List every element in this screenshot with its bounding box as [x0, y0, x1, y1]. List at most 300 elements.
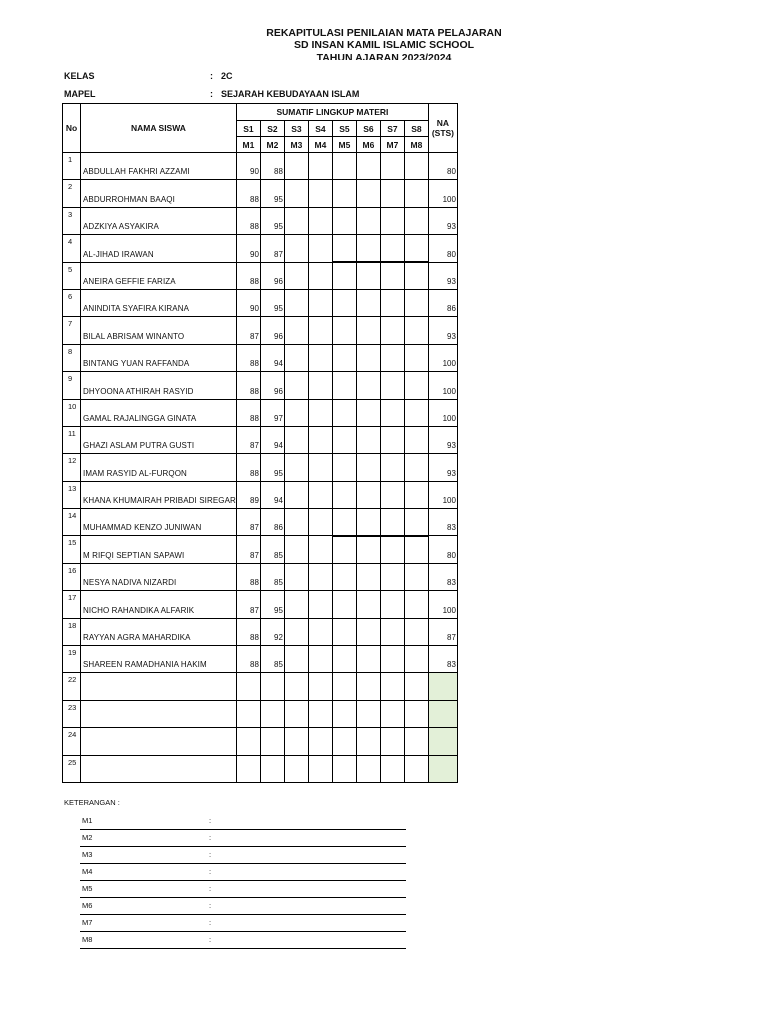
student-name: GHAZI ASLAM PUTRA GUSTI: [81, 426, 237, 453]
row-number-cell: [63, 180, 81, 207]
score-m4: [308, 591, 332, 618]
score-m1: 88: [236, 618, 260, 645]
row-number: 25: [68, 757, 77, 767]
score-m7: [380, 399, 404, 426]
table-row: [63, 646, 458, 673]
score-m5: [332, 700, 356, 727]
score-m8: [404, 399, 428, 426]
header-m1: M1: [236, 137, 260, 153]
student-name: RAYYAN AGRA MAHARDIKA: [81, 618, 237, 645]
student-name: ABDURROHMAN BAAQI: [81, 180, 237, 207]
row-number: 14: [68, 511, 77, 521]
row-number: 3: [68, 209, 73, 219]
score-m6: [356, 207, 380, 234]
score-m4: [308, 618, 332, 645]
row-number: 7: [68, 319, 73, 329]
row-number-cell: [63, 207, 81, 234]
score-m1: 88: [236, 563, 260, 590]
row-number-cell: [63, 372, 81, 399]
student-name: NICHO RAHANDIKA ALFARIK: [81, 591, 237, 618]
score-m7: [380, 728, 404, 755]
table-row: [63, 317, 458, 344]
score-m2: [260, 728, 284, 755]
table-row: [63, 454, 458, 481]
score-m6: [356, 399, 380, 426]
row-number-cell: [63, 344, 81, 371]
final-score: 100: [428, 180, 457, 207]
score-m2: [260, 700, 284, 727]
final-score: [428, 673, 457, 700]
score-m7: [380, 180, 404, 207]
table-row: [63, 426, 458, 453]
row-number: 1: [68, 155, 73, 164]
student-name: SHAREEN RAMADHANIA HAKIM: [81, 646, 237, 673]
score-m4: [308, 344, 332, 371]
score-m7: [380, 673, 404, 700]
score-m6: [356, 646, 380, 673]
score-m3: [284, 673, 308, 700]
final-score: 93: [428, 262, 457, 289]
score-m4: [308, 207, 332, 234]
notes-title: KETERANGAN :: [64, 798, 120, 807]
score-m2: 95: [260, 289, 284, 316]
score-m4: [308, 399, 332, 426]
row-number: 10: [68, 401, 77, 411]
note-label: M5: [82, 884, 93, 893]
score-m3: [284, 646, 308, 673]
score-m2: 92: [260, 618, 284, 645]
score-m5: [332, 180, 356, 207]
score-m4: [308, 180, 332, 207]
score-m7: [380, 372, 404, 399]
row-number-cell: [63, 563, 81, 590]
table-row: [63, 289, 458, 316]
note-label: M3: [82, 850, 93, 859]
score-m8: [404, 207, 428, 234]
score-m4: [308, 317, 332, 344]
student-name: [81, 755, 237, 782]
score-m8: [404, 509, 428, 536]
kelas-value: 2C: [221, 71, 233, 81]
table-row: [63, 372, 458, 399]
student-name: BILAL ABRISAM WINANTO: [81, 317, 237, 344]
row-number: 2: [68, 182, 73, 192]
mapel-label: MAPEL: [64, 89, 96, 99]
row-number: 4: [68, 237, 73, 247]
final-score: 83: [428, 509, 457, 536]
final-score: 93: [428, 454, 457, 481]
kelas-colon: :: [210, 71, 213, 81]
score-m6: [356, 755, 380, 782]
header-s7: S7: [380, 121, 404, 137]
score-m5: [332, 399, 356, 426]
score-m3: [284, 509, 308, 536]
score-m2: 94: [260, 426, 284, 453]
table-row: [63, 481, 458, 508]
score-m4: [308, 153, 332, 180]
row-number: 19: [68, 648, 77, 658]
final-score: 80: [428, 235, 457, 262]
score-m5: [332, 563, 356, 590]
score-m8: [404, 563, 428, 590]
header-m4: M4: [308, 137, 332, 153]
score-m1: 88: [236, 262, 260, 289]
score-m1: [236, 700, 260, 727]
note-colon: :: [209, 901, 212, 910]
score-m1: 88: [236, 344, 260, 371]
row-number-cell: [63, 536, 81, 563]
note-label: M1: [82, 816, 93, 825]
final-score: [428, 700, 457, 727]
score-m2: [260, 755, 284, 782]
header-s4: S4: [308, 121, 332, 137]
score-m3: [284, 618, 308, 645]
header-m5: M5: [332, 137, 356, 153]
note-label: M6: [82, 901, 93, 910]
score-m6: [356, 728, 380, 755]
table-row: [63, 180, 458, 207]
student-name: NESYA NADIVA NIZARDI: [81, 563, 237, 590]
score-m7: [380, 481, 404, 508]
student-name: M RIFQI SEPTIAN SAPAWI: [81, 536, 237, 563]
score-m1: 88: [236, 180, 260, 207]
score-m6: [356, 509, 380, 536]
score-m8: [404, 728, 428, 755]
note-row: [80, 864, 406, 881]
row-number: 22: [68, 675, 77, 685]
student-name: ANEIRA GEFFIE FARIZA: [81, 262, 237, 289]
table-row: [63, 207, 458, 234]
row-number: 5: [68, 264, 73, 274]
score-m7: [380, 454, 404, 481]
score-m1: 87: [236, 536, 260, 563]
score-m2: 95: [260, 591, 284, 618]
score-m8: [404, 700, 428, 727]
final-score: [428, 755, 457, 782]
header-m2: M2: [260, 137, 284, 153]
score-m4: [308, 755, 332, 782]
score-m6: [356, 344, 380, 371]
student-name: [81, 728, 237, 755]
score-m1: 88: [236, 372, 260, 399]
score-m5: [332, 536, 356, 563]
row-number-cell: [63, 728, 81, 755]
student-name: GAMAL RAJALINGGA GINATA: [81, 399, 237, 426]
note-colon: :: [209, 833, 212, 842]
score-m1: 88: [236, 399, 260, 426]
score-m5: [332, 673, 356, 700]
student-name: ANINDITA SYAFIRA KIRANA: [81, 289, 237, 316]
score-m6: [356, 235, 380, 262]
score-m7: [380, 289, 404, 316]
score-m8: [404, 646, 428, 673]
score-m2: 94: [260, 344, 284, 371]
score-m2: 96: [260, 372, 284, 399]
note-row: [80, 813, 406, 830]
score-m2: 97: [260, 399, 284, 426]
score-m6: [356, 317, 380, 344]
final-score: 100: [428, 399, 457, 426]
score-m8: [404, 344, 428, 371]
note-label: M7: [82, 918, 93, 927]
final-score: 100: [428, 372, 457, 399]
score-m4: [308, 728, 332, 755]
score-m1: 88: [236, 454, 260, 481]
student-name: KHANA KHUMAIRAH PRIBADI SIREGAR: [81, 481, 237, 508]
score-m5: [332, 646, 356, 673]
row-number-cell: [63, 509, 81, 536]
score-m8: [404, 426, 428, 453]
note-colon: :: [209, 867, 212, 876]
score-m4: [308, 563, 332, 590]
score-m3: [284, 700, 308, 727]
row-number-cell: [63, 618, 81, 645]
col-name-header: NAMA SISWA: [81, 104, 237, 153]
score-m8: [404, 153, 428, 180]
score-m8: [404, 673, 428, 700]
note-row: [80, 932, 406, 949]
student-name: BINTANG YUAN RAFFANDA: [81, 344, 237, 371]
table-row: [63, 399, 458, 426]
score-m4: [308, 454, 332, 481]
score-m3: [284, 317, 308, 344]
row-number-cell: [63, 235, 81, 262]
score-m2: 95: [260, 454, 284, 481]
score-m1: 87: [236, 426, 260, 453]
score-m1: 87: [236, 317, 260, 344]
header-s5: S5: [332, 121, 356, 137]
score-m1: [236, 673, 260, 700]
final-score: 80: [428, 536, 457, 563]
score-m3: [284, 481, 308, 508]
score-m6: [356, 426, 380, 453]
row-number-cell: [63, 755, 81, 782]
score-m8: [404, 262, 428, 289]
score-m4: [308, 673, 332, 700]
score-m5: [332, 344, 356, 371]
score-m6: [356, 372, 380, 399]
table-row: [63, 563, 458, 590]
note-colon: :: [209, 850, 212, 859]
score-m8: [404, 289, 428, 316]
score-m6: [356, 153, 380, 180]
score-m7: [380, 591, 404, 618]
score-m6: [356, 536, 380, 563]
row-number-cell: [63, 426, 81, 453]
score-m1: 90: [236, 235, 260, 262]
note-row: [80, 915, 406, 932]
student-name: ADZKIYA ASYAKIRA: [81, 207, 237, 234]
score-m1: 90: [236, 289, 260, 316]
score-m4: [308, 235, 332, 262]
score-m7: [380, 317, 404, 344]
score-m3: [284, 344, 308, 371]
score-m4: [308, 289, 332, 316]
score-m7: [380, 618, 404, 645]
score-m8: [404, 755, 428, 782]
score-m3: [284, 207, 308, 234]
score-m5: [332, 426, 356, 453]
academic-year: TAHUN AJARAN 2023/2024: [316, 52, 452, 60]
score-m5: [332, 509, 356, 536]
score-m4: [308, 262, 332, 289]
score-m2: 95: [260, 180, 284, 207]
final-score: 100: [428, 481, 457, 508]
score-m8: [404, 317, 428, 344]
note-colon: :: [209, 816, 212, 825]
score-m3: [284, 755, 308, 782]
header-m7: M7: [380, 137, 404, 153]
row-number-cell: [63, 673, 81, 700]
row-number: 9: [68, 374, 73, 384]
score-m8: [404, 372, 428, 399]
final-score: 93: [428, 207, 457, 234]
score-m6: [356, 591, 380, 618]
score-m3: [284, 563, 308, 590]
note-row: [80, 898, 406, 915]
header-m8: M8: [404, 137, 428, 153]
mapel-colon: :: [210, 89, 213, 99]
row-number: 18: [68, 620, 77, 630]
row-number: 11: [68, 428, 76, 438]
student-name: IMAM RASYID AL-FURQON: [81, 454, 237, 481]
score-m2: 96: [260, 317, 284, 344]
score-m2: 87: [260, 235, 284, 262]
score-m8: [404, 536, 428, 563]
score-m8: [404, 481, 428, 508]
student-name: ABDULLAH FAKHRI AZZAMI: [81, 153, 237, 180]
score-m7: [380, 235, 404, 262]
header-s3: S3: [284, 121, 308, 137]
score-m2: [260, 673, 284, 700]
score-m3: [284, 153, 308, 180]
final-score: 100: [428, 591, 457, 618]
report-title: REKAPITULASI PENILAIAN MATA PELAJARAN: [266, 27, 502, 39]
student-name: [81, 673, 237, 700]
header-m6: M6: [356, 137, 380, 153]
score-m4: [308, 700, 332, 727]
table-row: [63, 591, 458, 618]
table-row: [63, 728, 458, 755]
score-m2: 85: [260, 646, 284, 673]
score-m6: [356, 618, 380, 645]
row-number: 12: [68, 456, 77, 466]
score-m7: [380, 563, 404, 590]
note-label: M4: [82, 867, 93, 876]
score-m6: [356, 673, 380, 700]
header-s6: S6: [356, 121, 380, 137]
header-s1: S1: [236, 121, 260, 137]
table-row: [63, 700, 458, 727]
score-m1: 88: [236, 646, 260, 673]
score-m4: [308, 646, 332, 673]
student-name: [81, 700, 237, 727]
score-m3: [284, 180, 308, 207]
score-m3: [284, 536, 308, 563]
score-m7: [380, 426, 404, 453]
score-m1: [236, 755, 260, 782]
score-m3: [284, 372, 308, 399]
score-m8: [404, 591, 428, 618]
score-m3: [284, 399, 308, 426]
score-m7: [380, 755, 404, 782]
final-score: 80: [428, 153, 457, 180]
row-number: 8: [68, 346, 73, 356]
score-m3: [284, 728, 308, 755]
score-m1: 89: [236, 481, 260, 508]
score-m1: 90: [236, 153, 260, 180]
final-score: [428, 728, 457, 755]
score-m7: [380, 536, 404, 563]
score-m1: 87: [236, 591, 260, 618]
score-m6: [356, 289, 380, 316]
table-row: [63, 536, 458, 563]
score-m4: [308, 481, 332, 508]
row-number: 15: [68, 538, 77, 548]
note-colon: :: [209, 884, 212, 893]
score-m7: [380, 700, 404, 727]
score-m1: 88: [236, 207, 260, 234]
row-number: 17: [68, 593, 77, 603]
score-m4: [308, 426, 332, 453]
score-m5: [332, 207, 356, 234]
header-m3: M3: [284, 137, 308, 153]
score-m4: [308, 509, 332, 536]
note-row: [80, 830, 406, 847]
final-score: 93: [428, 426, 457, 453]
score-m5: [332, 591, 356, 618]
row-number: 13: [68, 483, 77, 493]
header-s2: S2: [260, 121, 284, 137]
score-m6: [356, 481, 380, 508]
row-number-cell: [63, 153, 81, 180]
kelas-label: KELAS: [64, 71, 95, 81]
score-m3: [284, 591, 308, 618]
score-m8: [404, 454, 428, 481]
table-row: [63, 618, 458, 645]
row-number-cell: [63, 481, 81, 508]
score-m5: [332, 728, 356, 755]
score-m2: 96: [260, 262, 284, 289]
mapel-value: SEJARAH KEBUDAYAAN ISLAM: [221, 89, 360, 99]
score-m3: [284, 262, 308, 289]
student-name: AL-JIHAD IRAWAN: [81, 235, 237, 262]
row-number: 16: [68, 565, 77, 575]
score-m6: [356, 563, 380, 590]
row-number-cell: [63, 289, 81, 316]
row-number: 6: [68, 291, 73, 301]
score-m3: [284, 426, 308, 453]
row-number-cell: [63, 700, 81, 727]
score-m6: [356, 454, 380, 481]
final-score: 93: [428, 317, 457, 344]
score-m5: [332, 372, 356, 399]
score-m2: 88: [260, 153, 284, 180]
final-score: 83: [428, 563, 457, 590]
note-colon: :: [209, 918, 212, 927]
row-number-cell: [63, 262, 81, 289]
score-m2: 86: [260, 509, 284, 536]
score-m5: [332, 153, 356, 180]
score-m1: 87: [236, 509, 260, 536]
score-m8: [404, 235, 428, 262]
score-m7: [380, 509, 404, 536]
score-m4: [308, 372, 332, 399]
student-name: DHYOONA ATHIRAH RASYID: [81, 372, 237, 399]
row-number-cell: [63, 454, 81, 481]
note-row: [80, 847, 406, 864]
score-m3: [284, 235, 308, 262]
